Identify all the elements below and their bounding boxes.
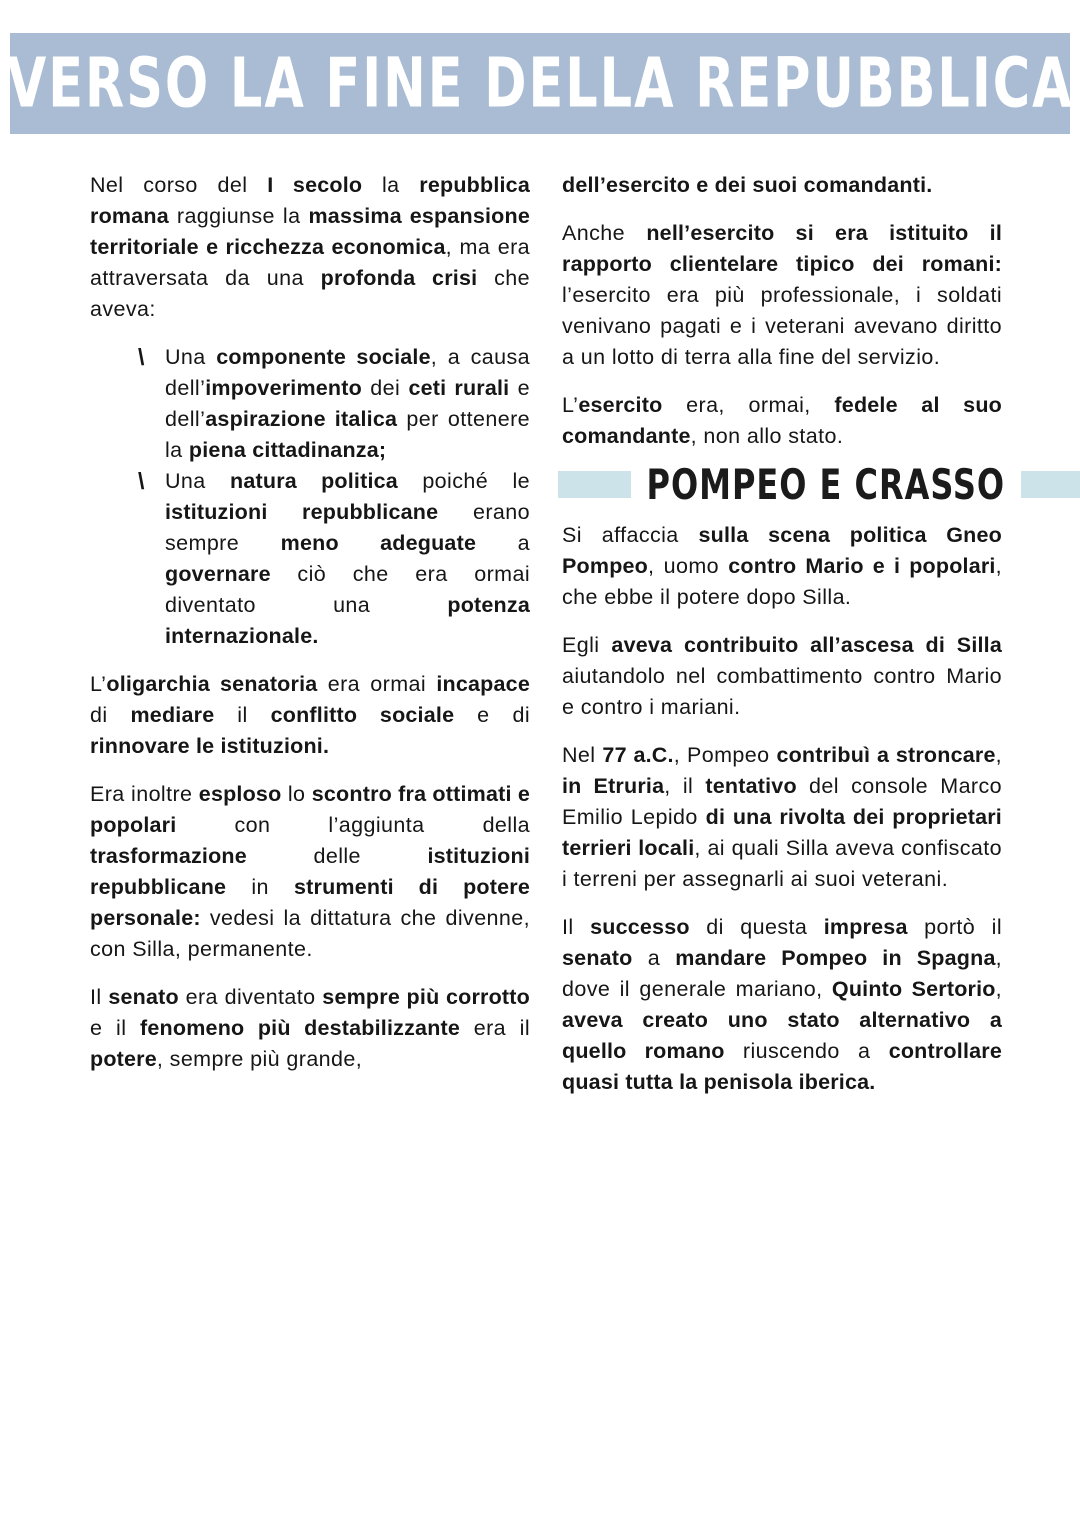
text-run: per ottenere la (165, 407, 530, 462)
paragraph (90, 982, 530, 1075)
bold-text-run: : (994, 252, 1002, 276)
text-run: , a causa dell’ (165, 345, 531, 400)
text-run: erano sempre (165, 500, 530, 555)
bold-text-run: governare (165, 562, 271, 586)
text-run: , (995, 743, 1002, 767)
text-run: Egli (562, 633, 612, 657)
page-title: VERSO LA FINE DELLA REPUBBLICA (6, 43, 1074, 124)
paragraph (90, 170, 530, 325)
bold-text-run: natura politica (230, 469, 398, 493)
text-run: vedesi la dittatura che divenne, con Silla, permanente. (90, 906, 530, 961)
bold-text-run: incapace (436, 672, 530, 696)
bold-text-run: tentativo (705, 774, 797, 798)
bold-text-run: successo (590, 915, 690, 939)
list-item-text (165, 466, 530, 652)
text-run: dei (361, 376, 409, 400)
text-run: Anche (562, 221, 647, 245)
text-run: del console Marco Emilio Lepido (562, 774, 1002, 829)
text-run: Una (165, 469, 231, 493)
text-run: Si affaccia (562, 523, 699, 547)
text-run: il (214, 703, 271, 727)
bold-text-run: I secolo (267, 173, 363, 197)
bold-text-run: controllare quasi tutta la penisola iberica (562, 1039, 1002, 1094)
list-item-text (165, 342, 530, 466)
paragraph (562, 740, 1002, 895)
list-item (90, 342, 530, 466)
text-run: delle (246, 844, 428, 868)
text-run: , sempre più grande, (156, 1047, 363, 1071)
bold-text-run: scontro fra ottimati e popolari (90, 782, 530, 837)
bold-text-run: mandare Pompeo in Spagna (675, 946, 996, 970)
text-run: la (362, 173, 420, 197)
bold-text-run: impoverimento (205, 376, 362, 400)
bold-text-run: piena cittadinanza (188, 438, 379, 462)
text-run: Il (562, 915, 591, 939)
text-run: e dell’ (165, 376, 530, 431)
text-run: , ai quali Silla aveva confiscato i terreni per assegnarli ai suoi veterani. (562, 836, 1002, 891)
bold-text-run: istituzioni repubblicane (165, 500, 439, 524)
bold-text-run: . (869, 1070, 876, 1094)
bold-text-run: aspirazione italica (205, 407, 398, 431)
text-run: a (476, 531, 531, 555)
paragraph (562, 912, 1002, 1098)
paragraph (90, 779, 530, 965)
text-run: ciò che era ormai diventato una (165, 562, 530, 617)
text-run: Il (90, 985, 109, 1009)
text-run: Nel (562, 743, 603, 767)
paragraph (562, 170, 1002, 201)
paragraph (562, 390, 1002, 452)
bold-text-run: esercito (578, 393, 663, 417)
text-run: , il (664, 774, 706, 798)
section-heading (558, 459, 1032, 510)
bold-text-run: : (193, 906, 201, 930)
text-run: , non allo stato. (690, 424, 844, 448)
text-run: Una (165, 345, 217, 369)
bold-text-run: meno adeguate (280, 531, 477, 555)
bold-text-run: esploso (198, 782, 282, 806)
text-run: , ma era attraversata da una (90, 235, 530, 290)
text-run: riuscendo a (724, 1039, 889, 1063)
text-run: in (226, 875, 294, 899)
heading-accent-bar-left-icon (558, 471, 631, 498)
section-title: POMPEO E CRASSO (646, 459, 1006, 510)
text-run: lo (281, 782, 312, 806)
text-run: era, ormai, (662, 393, 835, 417)
text-run: a (632, 946, 676, 970)
bold-text-run: in Etruria (562, 774, 665, 798)
text-run: , dove il generale mariano, (562, 946, 1002, 1001)
text-run: Nel corso del (90, 173, 268, 197)
text-run: di (90, 703, 131, 727)
bold-text-run: trasformazione (90, 844, 247, 868)
bold-text-run: massima espansione territoriale e ricchezza economica (90, 204, 531, 259)
bold-text-run: contro Mario e i popolari (728, 554, 996, 578)
text-run: , (995, 977, 1002, 1001)
bold-text-run: fenomeno più destabilizzante (140, 1016, 461, 1040)
text-run: era diventato (178, 985, 323, 1009)
bold-text-run: strumenti di potere personale (90, 875, 530, 930)
bullet-marker: \ (138, 344, 145, 370)
bold-text-run: di una rivolta dei proprietari terrieri locali (562, 805, 1002, 860)
bold-text-run: ceti rurali (408, 376, 510, 400)
bold-text-run: impresa (823, 915, 908, 939)
text-run: con l’aggiunta della (176, 813, 530, 837)
bold-text-run: nell’esercito si era istituito il rapporto clientelare tipico dei romani (562, 221, 1003, 276)
text-run: l’esercito era più professionale, i soldati venivano pagati e i veterani avevano diritto a un lotto di terra alla fine del servizio. (562, 283, 1002, 369)
paragraph (562, 630, 1002, 723)
right-column (562, 170, 1006, 1115)
text-run: L’ (562, 393, 579, 417)
bold-text-run: dell’esercito e dei suoi comandanti. (562, 173, 933, 197)
text-run: era ormai (317, 672, 437, 696)
bold-text-run: oligarchia senatoria (106, 672, 318, 696)
bold-text-run: mediare (130, 703, 215, 727)
bullet-list (90, 342, 530, 652)
bold-text-run: repubblica romana (90, 173, 530, 228)
bold-text-run: conflitto sociale (270, 703, 455, 727)
bold-text-run: fedele al suo comandante (562, 393, 1002, 448)
bold-text-run: componente sociale (216, 345, 431, 369)
bold-text-run: profonda crisi (320, 266, 478, 290)
text-run: che aveva: (90, 266, 530, 321)
bold-text-run: senato (108, 985, 179, 1009)
text-run: , Pompeo (673, 743, 777, 767)
heading-accent-bar-right-icon (1021, 471, 1080, 498)
bold-text-run: sulla scena politica Gneo Pompeo (562, 523, 1002, 578)
text-run: Era inoltre (90, 782, 199, 806)
text-run: di questa (689, 915, 824, 939)
text-run: era il (460, 1016, 530, 1040)
text-run: e il (90, 1016, 141, 1040)
bold-text-run: aveva contribuito all’ascesa di Silla (611, 633, 1002, 657)
list-item (90, 466, 530, 652)
bold-text-run: aveva creato uno stato alternativo a quello romano (562, 1008, 1002, 1063)
text-run: , uomo (648, 554, 729, 578)
left-column (90, 170, 530, 1115)
bold-text-run: potere (90, 1047, 157, 1071)
text-run: e di (454, 703, 530, 727)
bold-text-run: 77 a.C. (602, 743, 674, 767)
text-run: aiutandolo nel combattimento contro Mario e contro i mariani. (562, 664, 1002, 719)
bold-text-run: contribuì a stroncare (776, 743, 996, 767)
text-run: , che ebbe il potere dopo Silla. (562, 554, 1002, 609)
bold-text-run: potenza internazionale. (165, 593, 530, 648)
paragraph (562, 218, 1002, 373)
bold-text-run: ; (378, 438, 387, 462)
bold-text-run: istituzioni repubblicane (90, 844, 530, 899)
bullet-marker: \ (138, 468, 145, 494)
text-run: L’ (90, 672, 107, 696)
text-run: raggiunse la (168, 204, 309, 228)
header-banner (6, 33, 1074, 134)
paragraph (562, 520, 1002, 613)
bold-text-run: sempre più corrotto (322, 985, 530, 1009)
bold-text-run: senato (562, 946, 633, 970)
paragraph (90, 669, 530, 762)
bold-text-run: Quinto Sertorio (831, 977, 996, 1001)
text-run: poiché le (397, 469, 530, 493)
bold-text-run: rinnovare le istituzioni. (90, 734, 330, 758)
text-run: portò il (907, 915, 1002, 939)
content-area (90, 170, 1006, 1115)
